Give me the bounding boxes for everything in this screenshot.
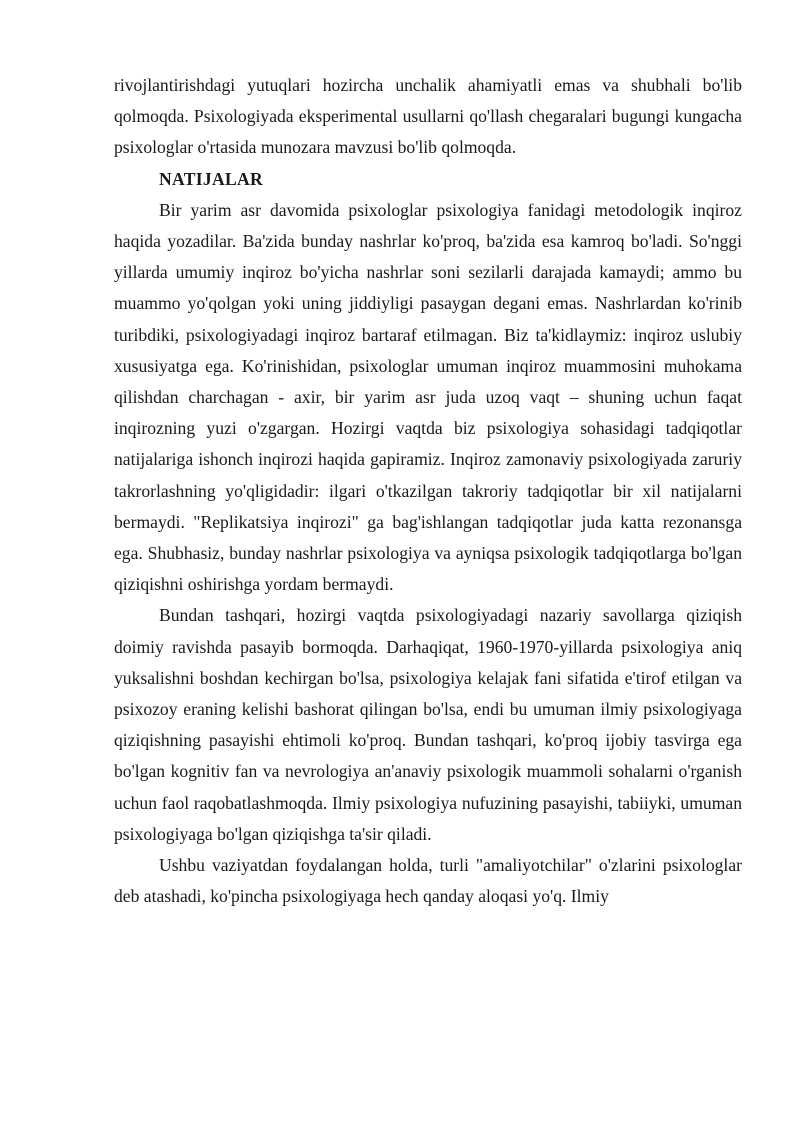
document-page (114, 70, 742, 912)
paragraph-practitioners: Ushbu vaziyatdan foydalangan holda, turli "amaliyotchilar" o'zlarini psixologlar deb atashadi, ko'pincha psixologiyaga hech qanday aloqasi yo'q. Ilmiy (114, 855, 742, 907)
paragraph-intro: rivojlantirishdagi yutuqlari hozircha unchalik ahamiyatli emas va shubhali bo'lib qolmoqda. Psixologiyada eksperimental usullarni qo'llash chegaralari bugungi kungacha psixologlar o'rtasida munozara mavzusi bo'lib qolmoqda. (114, 75, 742, 158)
section-heading: NATIJALAR (159, 168, 264, 189)
paragraph-interest-decline: Bundan tashqari, hozirgi vaqtda psixologiyadagi nazariy savollarga qiziqish doimiy ravishda pasayib bormoqda. Darhaqiqat, 1960-1970-yillarda psixologiya aniq yuksalishni boshdan kechirgan bo'lsa, psixologiya kelajak fani sifatida e'tirof etilgan va psixozoy eraning kelishi bashorat qilingan bo'lsa, endi bu umuman ilmiy psixologiyaga qiziqishning pasayishi ehtimoli ko'proq. Bundan tashqari, ko'proq ijobiy tasvirga ega bo'lgan kognitiv fan va nevrologiya an'anaviy psixologik muammoli sohalarni o'rganish uchun faol raqobatlashmoqda. Ilmiy psixologiya nufuzining pasayishi, tabiiyki, umuman psixologiyaga bo'lgan qiziqishga ta'sir qiladi. (114, 605, 742, 844)
paragraph-crisis: Bir yarim asr davomida psixologlar psixologiya fanidagi metodologik inqiroz haqida yozadilar. Ba'zida bunday nashrlar ko'proq, ba'zida esa kamroq bo'ladi. So'nggi yillarda umumiy inqiroz bo'yicha nashrlar soni sezilarli darajada kamaydi; ammo bu muammo yo'qolgan yoki uning jiddiyligi pasaygan degani emas. Nashrlardan ko'rinib turibdiki, psixologiyadagi inqiroz bartaraf etilmagan. Biz ta'kidlaymiz: inqiroz uslubiy xususiyatga ega. Ko'rinishidan, psixologlar umuman inqiroz muammosini muhokama qilishdan charchagan - axir, bir yarim asr juda uzoq vaqt – shuning uchun faqat inqirozning yuzi o'zgargan. Hozirgi vaqtda biz psixologiya sohasidagi tadqiqotlar natijalariga ishonch inqirozi haqida gapiramiz. Inqiroz zamonaviy psixologiyada zaruriy takrorlashning yo'qligidadir: ilgari o'tkazilgan takroriy tadqiqotlar bir xil natijalarni bermaydi. "Replikatsiya inqirozi" ga bag'ishlangan tadqiqotlar juda katta rezonansga ega. Shubhasiz, bunday nashrlar psixologiya va ayniqsa psixologik tadqiqotlarga bo'lgan qiziqishni oshirishga yordam bermaydi. (114, 199, 742, 595)
